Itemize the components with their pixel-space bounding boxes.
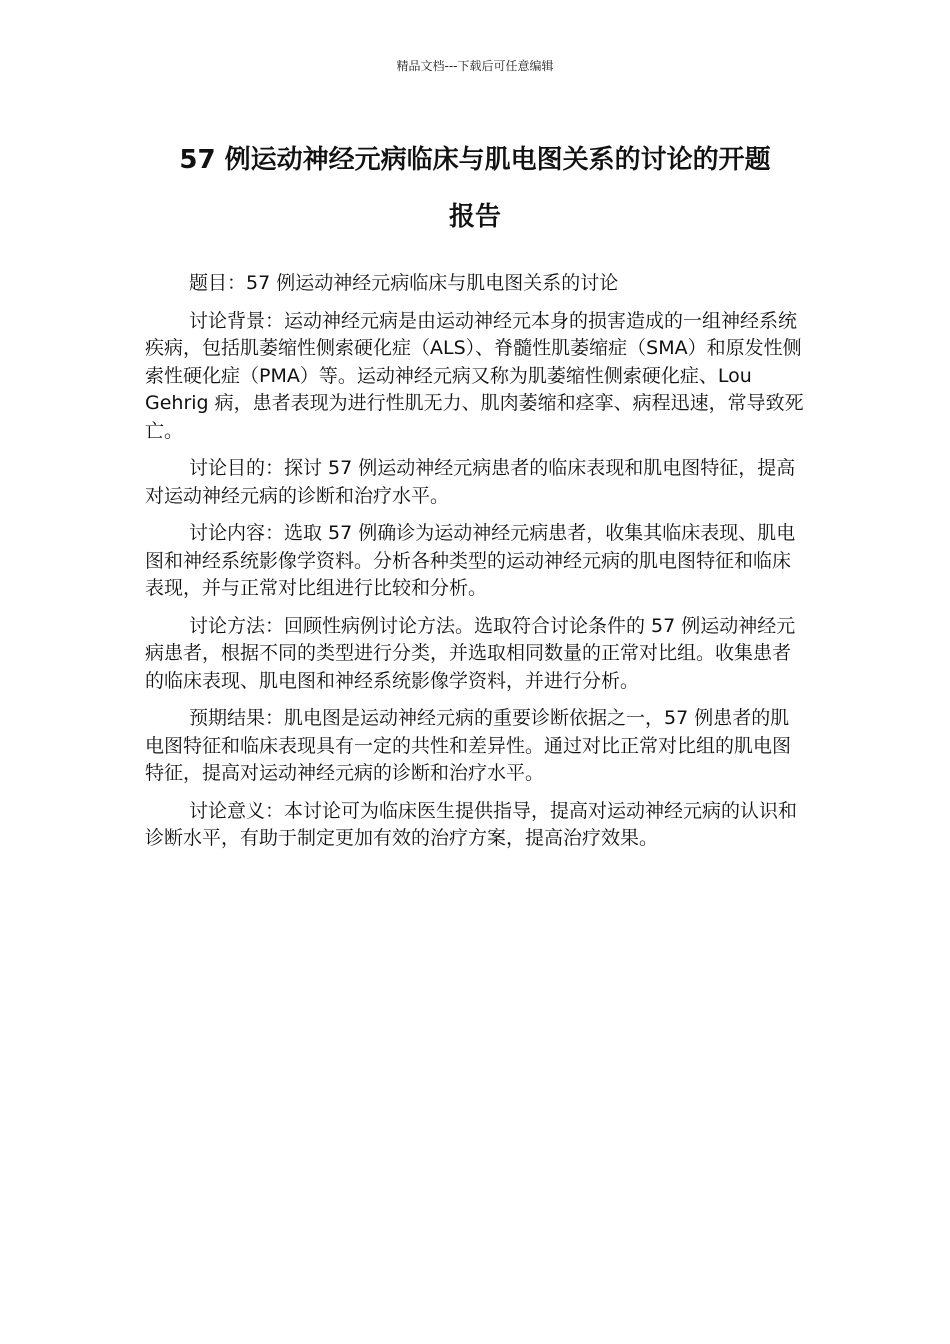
paragraph-expected-results — [145, 705, 807, 788]
paragraph-content — [145, 520, 807, 603]
paragraph-label: 题目： — [189, 272, 247, 294]
document-title-line-1: 57 例运动神经元病临床与肌电图关系的讨论的开题 — [179, 145, 771, 175]
paragraph-label: 讨论内容： — [189, 522, 285, 544]
paragraph-text: 选取 57 例确诊为运动神经元病患者，收集其临床表现、肌电图和神经系统影像学资料。分析各种类型的运动神经元病的肌电图特征和临床表现，并与正常对比组进行比较和分析。 — [145, 522, 796, 599]
paragraph-label: 预期结果： — [189, 707, 285, 729]
paragraph-text: 回顾性病例讨论方法。选取符合讨论条件的 57 例运动神经元病患者，根据不同的类型进行分类，并选取相同数量的正常对比组。收集患者的临床表现、肌电图和神经系统影像学资料，并进行分析。 — [145, 614, 796, 692]
header-note: 精品文档---下载后可任意编辑 — [396, 59, 554, 73]
paragraph-text: 探讨 57 例运动神经元病患者的临床表现和肌电图特征，提高对运动神经元病的诊断和治疗水平。 — [145, 457, 796, 507]
paragraph-method — [145, 613, 807, 696]
document-title-line-2: 报告 — [448, 202, 501, 232]
paragraph-text: 运动神经元病是由运动神经元本身的损害造成的一组神经系统疾病，包括肌萎缩性侧索硬化症（ALS）、脊髓性肌萎缩症（SMA）和原发性侧索性硬化症（PMA）等。运动神经元病又称为肌萎缩性侧索硬化症、Lou Gehrig 病，患者表现为进行性肌无力、肌肉萎缩和痉挛、病程迅速，常导致死亡。 — [145, 309, 804, 442]
paragraph-text: 肌电图是运动神经元病的重要诊断依据之一，57 例患者的肌电图特征和临床表现具有一定的共性和差异性。通过对比正常对比组的肌电图特征，提高对运动神经元病的诊断和治疗水平。 — [145, 707, 792, 784]
document-body — [145, 270, 807, 863]
paragraph-background — [145, 308, 807, 446]
paragraph-purpose — [145, 455, 807, 510]
paragraph-text: 本讨论可为临床医生提供指导，提高对运动神经元病的认识和诊断水平，有助于制定更加有效的治疗方案，提高治疗效果。 — [145, 799, 798, 849]
paragraph-significance — [145, 798, 807, 853]
paragraph-label: 讨论意义： — [189, 799, 285, 822]
paragraph-label: 讨论方法： — [189, 614, 285, 637]
paragraph-text: 57 例运动神经元病临床与肌电图关系的讨论 — [246, 272, 619, 294]
paragraph-label: 讨论背景： — [189, 309, 285, 332]
document-title — [145, 132, 805, 246]
paragraph-topic — [145, 270, 807, 298]
paragraph-label: 讨论目的： — [189, 457, 285, 479]
